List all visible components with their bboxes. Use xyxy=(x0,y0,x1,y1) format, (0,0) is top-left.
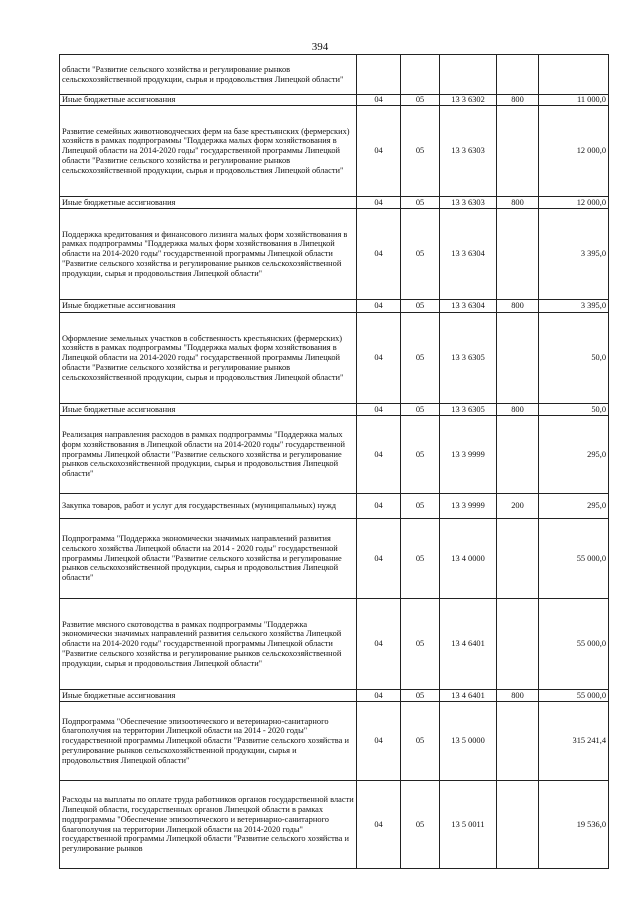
row-name: Иные бюджетные ассигнования xyxy=(60,197,357,209)
row-amount: 50,0 xyxy=(539,404,609,416)
row-section: 04 xyxy=(357,702,401,781)
table-row xyxy=(60,300,609,313)
row-target-article: 13 5 0000 xyxy=(440,702,497,781)
row-subsection: 05 xyxy=(401,690,440,702)
row-section: 04 xyxy=(357,313,401,404)
row-section xyxy=(357,55,401,95)
row-subsection: 05 xyxy=(401,313,440,404)
table-row xyxy=(60,55,609,95)
budget-table xyxy=(59,54,609,869)
row-target-article: 13 3 6302 xyxy=(440,95,497,106)
row-name: Оформление земельных участков в собственность крестьянских (фермерских) хозяйств в рамках подпрограммы "Поддержка малых форм хозяйствования в Липецкой области на 2014-2020 годы" государственной программы Липецкой области "Развитие сельского хозяйства и регулирование рынков сельскохозяйственной продукции, сырья и продовольствия Липецкой области" xyxy=(60,313,357,404)
row-expense-type: 200 xyxy=(497,494,539,519)
row-subsection: 05 xyxy=(401,599,440,690)
table-row xyxy=(60,404,609,416)
row-section: 04 xyxy=(357,519,401,599)
row-subsection xyxy=(401,55,440,95)
row-section: 04 xyxy=(357,209,401,300)
row-section: 04 xyxy=(357,300,401,313)
row-target-article: 13 4 6401 xyxy=(440,690,497,702)
row-name: Развитие семейных животноводческих ферм на базе крестьянских (фермерских) хозяйств в рамках подпрограммы "Поддержка малых форм хозяйствования в Липецкой области на 2014-2020 годы" государственной программы Липецкой области "Развитие сельского хозяйства и регулирование рынков сельскохозяйственной продукции, сырья и продовольствия Липецкой области" xyxy=(60,106,357,197)
row-target-article: 13 3 9999 xyxy=(440,416,497,494)
table-row xyxy=(60,494,609,519)
table-row xyxy=(60,209,609,300)
row-name: Иные бюджетные ассигнования xyxy=(60,690,357,702)
row-expense-type xyxy=(497,599,539,690)
row-amount: 295,0 xyxy=(539,494,609,519)
row-expense-type xyxy=(497,55,539,95)
row-subsection: 05 xyxy=(401,95,440,106)
row-subsection: 05 xyxy=(401,519,440,599)
row-subsection: 05 xyxy=(401,702,440,781)
row-expense-type: 800 xyxy=(497,197,539,209)
row-section: 04 xyxy=(357,416,401,494)
row-amount: 55 000,0 xyxy=(539,690,609,702)
row-amount: 11 000,0 xyxy=(539,95,609,106)
row-target-article: 13 3 6305 xyxy=(440,313,497,404)
table-row xyxy=(60,313,609,404)
row-subsection: 05 xyxy=(401,209,440,300)
row-subsection: 05 xyxy=(401,781,440,869)
row-amount: 315 241,4 xyxy=(539,702,609,781)
page-number: 394 xyxy=(311,41,329,53)
row-section: 04 xyxy=(357,781,401,869)
row-subsection: 05 xyxy=(401,300,440,313)
row-amount xyxy=(539,55,609,95)
row-section: 04 xyxy=(357,599,401,690)
row-target-article: 13 3 6303 xyxy=(440,106,497,197)
table-row xyxy=(60,599,609,690)
row-expense-type: 800 xyxy=(497,404,539,416)
row-target-article: 13 3 6303 xyxy=(440,197,497,209)
table-row xyxy=(60,416,609,494)
row-expense-type: 800 xyxy=(497,95,539,106)
row-target-article: 13 3 6305 xyxy=(440,404,497,416)
row-name: Развитие мясного скотоводства в рамках подпрограммы "Поддержка экономически значимых направлений развития сельского хозяйства Липецкой области на 2014-2020 годы" государственной программы Липецкой области "Развитие сельского хозяйства и регулирование рынков сельскохозяйственной продукции, сырья и продовольствия Липецкой области" xyxy=(60,599,357,690)
row-amount: 3 395,0 xyxy=(539,300,609,313)
row-name: Иные бюджетные ассигнования xyxy=(60,95,357,106)
row-expense-type xyxy=(497,416,539,494)
row-expense-type xyxy=(497,209,539,300)
table-row xyxy=(60,702,609,781)
table-row xyxy=(60,106,609,197)
row-target-article: 13 4 0000 xyxy=(440,519,497,599)
row-target-article: 13 3 6304 xyxy=(440,209,497,300)
row-section: 04 xyxy=(357,197,401,209)
row-subsection: 05 xyxy=(401,197,440,209)
table-row xyxy=(60,197,609,209)
row-subsection: 05 xyxy=(401,404,440,416)
row-subsection: 05 xyxy=(401,416,440,494)
row-amount: 50,0 xyxy=(539,313,609,404)
row-amount: 295,0 xyxy=(539,416,609,494)
row-expense-type xyxy=(497,781,539,869)
table-row xyxy=(60,95,609,106)
row-section: 04 xyxy=(357,404,401,416)
row-name: Расходы на выплаты по оплате труда работников органов государственной власти Липецкой области, государственных органов Липецкой области в рамках подпрограммы "Обеспечение эпизоотического и ветеринарно-санитарного благополучия на территории Липецкой области на 2014-2020 годы" государственной программы Липецкой области "Развитие сельского хозяйства и регулирование рынков xyxy=(60,781,357,869)
row-name: Поддержка кредитования и финансового лизинга малых форм хозяйствования в рамках подпрограммы "Поддержка малых форм хозяйствования в Липецкой области на 2014-2020 годы" государственной программы Липецкой области "Развитие сельского хозяйства и регулирование рынков сельскохозяйственной продукции, сырья и продовольствия Липецкой области" xyxy=(60,209,357,300)
row-section: 04 xyxy=(357,494,401,519)
row-expense-type xyxy=(497,106,539,197)
row-amount: 55 000,0 xyxy=(539,519,609,599)
row-section: 04 xyxy=(357,106,401,197)
row-amount: 55 000,0 xyxy=(539,599,609,690)
row-expense-type: 800 xyxy=(497,300,539,313)
row-expense-type: 800 xyxy=(497,690,539,702)
table-row xyxy=(60,690,609,702)
row-amount: 3 395,0 xyxy=(539,209,609,300)
row-amount: 12 000,0 xyxy=(539,197,609,209)
row-target-article: 13 5 0011 xyxy=(440,781,497,869)
row-amount: 12 000,0 xyxy=(539,106,609,197)
row-name: области "Развитие сельского хозяйства и регулирование рынков сельскохозяйственной продукции, сырья и продовольствия Липецкой области" xyxy=(60,55,357,95)
row-target-article xyxy=(440,55,497,95)
row-name: Закупка товаров, работ и услуг для государственных (муниципальных) нужд xyxy=(60,494,357,519)
row-expense-type xyxy=(497,519,539,599)
row-name: Подпрограмма "Поддержка экономически значимых направлений развития сельского хозяйства Липецкой области на 2014 - 2020 годы" государственной программы Липецкой области "Развитие сельского хозяйства и регулирование рынков сельскохозяйственной продукции, сырья и продовольствия Липецкой области" xyxy=(60,519,357,599)
row-target-article: 13 3 9999 xyxy=(440,494,497,519)
table-row xyxy=(60,781,609,869)
row-section: 04 xyxy=(357,95,401,106)
row-expense-type xyxy=(497,313,539,404)
row-name: Иные бюджетные ассигнования xyxy=(60,300,357,313)
row-subsection: 05 xyxy=(401,106,440,197)
row-target-article: 13 4 6401 xyxy=(440,599,497,690)
row-expense-type xyxy=(497,702,539,781)
row-name: Реализация направления расходов в рамках подпрограммы "Поддержка малых форм хозяйствования в Липецкой области на 2014-2020 годы" государственной программы Липецкой области "Развитие сельского хозяйства и регулирование рынков сельскохозяйственной продукции, сырья и продовольствия Липецкой области" xyxy=(60,416,357,494)
table-row xyxy=(60,519,609,599)
row-target-article: 13 3 6304 xyxy=(440,300,497,313)
row-subsection: 05 xyxy=(401,494,440,519)
row-section: 04 xyxy=(357,690,401,702)
row-amount: 19 536,0 xyxy=(539,781,609,869)
row-name: Иные бюджетные ассигнования xyxy=(60,404,357,416)
row-name: Подпрограмма "Обеспечение эпизоотического и ветеринарно-санитарного благополучия на территории Липецкой области на 2014 - 2020 годы" государственной программы Липецкой области "Развитие сельского хозяйства и регулирование рынков сельскохозяйственной продукции, сырья и продовольствия Липецкой области" xyxy=(60,702,357,781)
